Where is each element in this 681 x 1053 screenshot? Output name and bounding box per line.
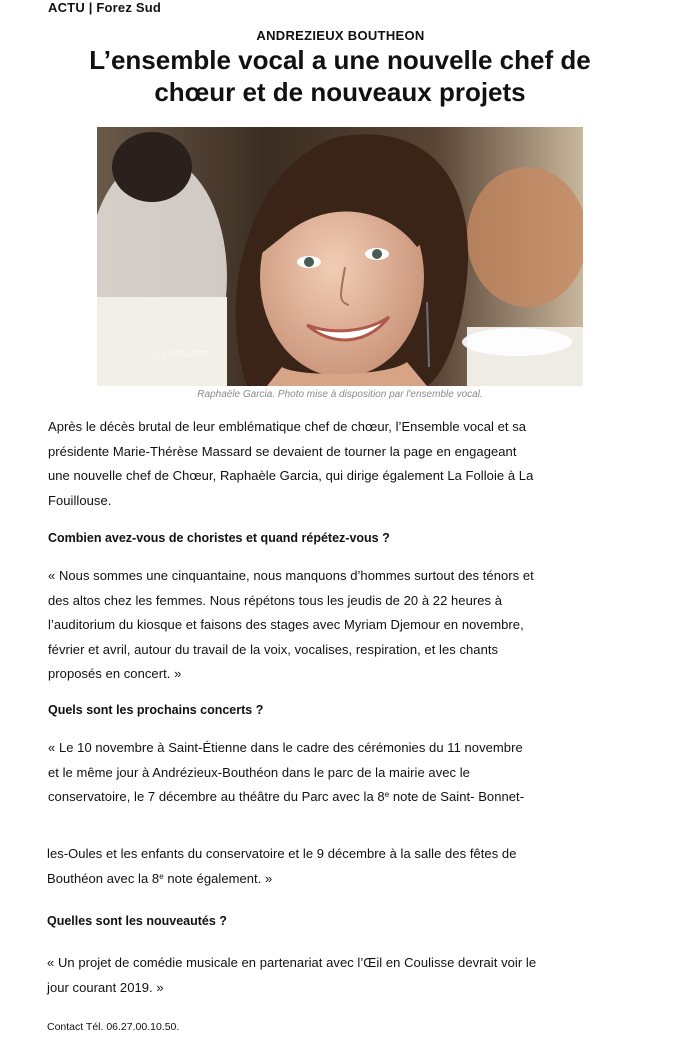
answer-1 bbox=[48, 564, 534, 687]
portrait-illustration bbox=[97, 127, 583, 386]
article-kicker: ANDREZIEUX BOUTHEON bbox=[256, 28, 425, 43]
text-run: conservatoire, le 7 décembre au théâtre du Parc avec la 8 bbox=[48, 789, 385, 804]
intro-line: présidente Marie-Thérèse Massard se devaient de tourner la page en engageant bbox=[48, 443, 517, 459]
answer-line: jour courant 2019. » bbox=[47, 979, 164, 995]
photo-watermark: LE PROGRÈS bbox=[157, 350, 210, 359]
intro-paragraph bbox=[48, 415, 533, 513]
intro-line: une nouvelle chef de Chœur, Raphaèle Garcia, qui dirige également La Folloie à La bbox=[48, 468, 534, 483]
article-title bbox=[40, 44, 640, 108]
intro-line: Après le décès brutal de leur emblématique chef de chœur, l’Ensemble vocal et sa bbox=[48, 419, 527, 434]
answer-2-top bbox=[48, 736, 524, 810]
question-3: Quelles sont les nouveautés ? bbox=[47, 914, 227, 928]
answer-line: les-Oules et les enfants du conservatoire et le 9 décembre à la salle des fêtes de bbox=[47, 846, 517, 861]
text-run: note également. » bbox=[163, 870, 273, 886]
rubric: ACTU | Forez Sud bbox=[48, 0, 162, 15]
answer-line: « Nous sommes une cinquantaine, nous manquons d’hommes surtout des ténors et bbox=[48, 568, 534, 583]
answer-line: et le même jour à Andrézieux-Bouthéon dans le parc de la mairie avec le bbox=[48, 764, 470, 780]
contact-line: Contact Tél. 06.27.00.10.50. bbox=[47, 1021, 180, 1033]
text-run: Bouthéon avec la 8 bbox=[47, 870, 160, 886]
answer-line: « Un projet de comédie musicale en partenariat avec l’Œil en Coulisse devrait voir le bbox=[47, 955, 537, 970]
answer-line: « Le 10 novembre à Saint-Étienne dans le cadre des cérémonies du 11 novembre bbox=[48, 740, 523, 755]
superscript: e bbox=[159, 871, 164, 881]
article-photo bbox=[97, 127, 583, 386]
answer-line: l’auditorium du kiosque et faisons des stages avec Myriam Djemour en novembre, bbox=[48, 617, 524, 632]
answer-line: proposés en concert. » bbox=[48, 666, 182, 681]
answer-line bbox=[48, 785, 524, 810]
answer-line: février et avril, autour du travail de la voix, vocalises, respiration, et les chants bbox=[48, 641, 499, 657]
title-line-2: chœur et de nouveaux projets bbox=[154, 77, 526, 107]
question-2: Quels sont les prochains concerts ? bbox=[48, 703, 264, 717]
answer-line bbox=[47, 867, 516, 892]
intro-line: Fouillouse. bbox=[48, 492, 112, 508]
superscript: e bbox=[384, 790, 390, 799]
question-1: Combien avez-vous de choristes et quand répétez-vous ? bbox=[48, 531, 390, 545]
text-run: note de Saint- Bonnet- bbox=[389, 789, 525, 804]
answer-2-bottom bbox=[47, 842, 516, 891]
title-line-1: L’ensemble vocal a une nouvelle chef de bbox=[89, 45, 591, 75]
photo-caption: Raphaële Garcia. Photo mise à disposition par l'ensemble vocal. bbox=[197, 389, 483, 400]
answer-line: des altos chez les femmes. Nous répétons tous les jeudis de 20 à 22 heures à bbox=[48, 592, 503, 608]
answer-3 bbox=[47, 951, 536, 1000]
